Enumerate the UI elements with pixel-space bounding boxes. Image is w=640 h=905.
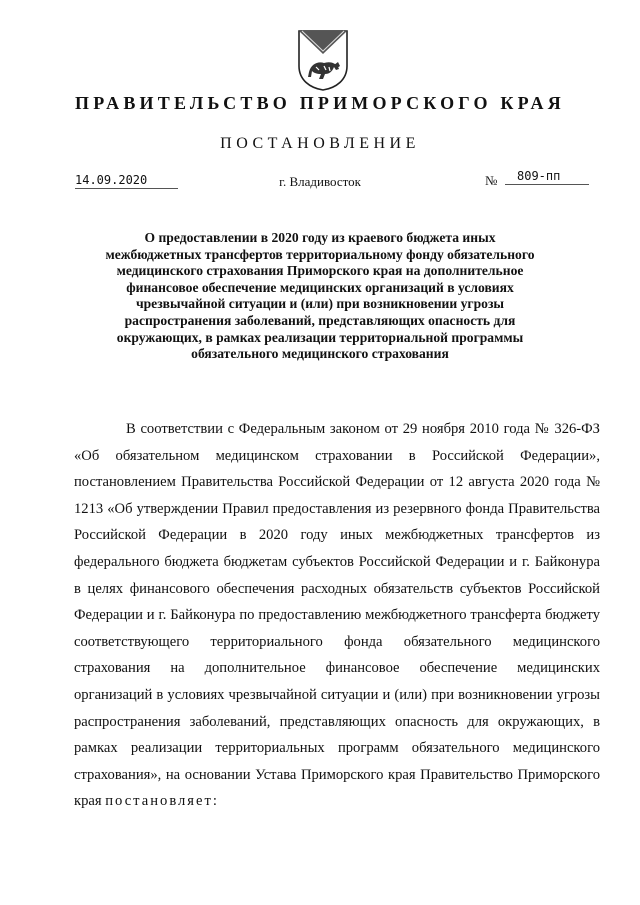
coat-of-arms-icon xyxy=(296,28,350,92)
date-field: 14.09.2020 xyxy=(75,172,178,189)
document-title: О предоставлении в 2020 году из краевого бюджета иных межбюджетных трансфертов территориальному фонду обязательного медицинского страхования Приморского края на дополнительное финансовое обеспечение медицинских организаций в условиях чрезвычайной ситуации и (или) при возникновении угрозы распространения заболеваний, представляющих опасность для окружающих, в рамках реализации территориальной программы обязательного медицинского страхования xyxy=(105,230,535,362)
decree-word: постановляет: xyxy=(105,793,219,810)
document-number: 809-пп xyxy=(505,168,589,185)
city-label: г. Владивосток xyxy=(279,174,361,189)
body-text: В соответствии с Федеральным законом от 29 ноября 2010 года № 326-ФЗ «Об обязательном медицинском страховании в Российской Федерации», постановлением Правительства Российской Федерации от 12 августа 2020 года № 1213 «Об утверждении Правил предоставления из резервного фонда Правительства Российской Федерации в 2020 году иных межбюджетных трансфертов из федерального бюджета бюджетам субъектов Российской Федерации и г. Байконура в целях финансового обеспечения расходных обязательств субъектов Российской Федерации и г. Байконура по предоставлению межбюджетного трансферта бюджету соответствующего территориального фонда обязательного медицинского страхования на дополнительное финансовое обеспечение медицинских организаций в условиях чрезвычайной ситуации и (или) при возникновении угрозы распространения заболеваний, представляющих опасность для окружающих, в рамках реализации территориальных программ обязательного медицинского страхования», на основании Устава Приморского края Правительство Приморского края xyxy=(74,421,600,810)
document-type: ПОСТАНОВЛЕНИЕ xyxy=(220,135,420,152)
body-paragraph xyxy=(74,416,600,815)
number-sign: № xyxy=(485,173,498,188)
government-title: ПРАВИТЕЛЬСТВО ПРИМОРСКОГО КРАЯ xyxy=(75,93,565,113)
